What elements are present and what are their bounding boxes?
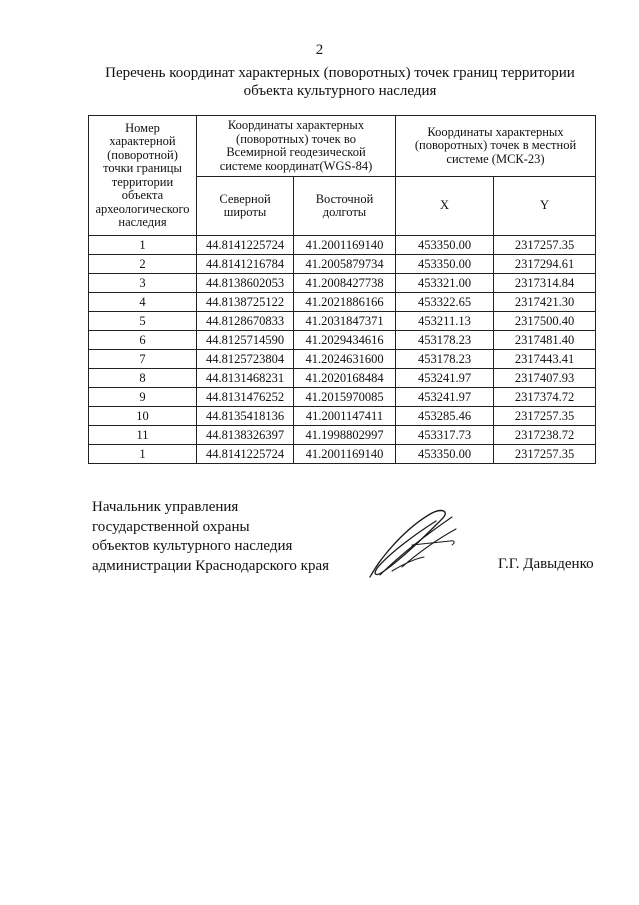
longitude-cell: 41.2001169140: [294, 236, 396, 255]
signatory-position: [92, 498, 329, 576]
page-number: 2: [315, 42, 324, 58]
latitude-cell: 44.8141225724: [197, 445, 294, 464]
table-body: [89, 236, 596, 464]
y-cell: 2317257.35: [494, 236, 596, 255]
point-number-cell: 6: [89, 331, 197, 350]
x-cell: 453350.00: [396, 236, 494, 255]
longitude-cell: 41.2021886166: [294, 293, 396, 312]
x-cell: 453317.73: [396, 426, 494, 445]
y-cell: 2317421.30: [494, 293, 596, 312]
y-cell: 2317481.40: [494, 331, 596, 350]
document-title-line-2: объекта культурного наследия: [243, 83, 437, 99]
x-cell: 453241.97: [396, 369, 494, 388]
point-number-cell: 11: [89, 426, 197, 445]
signatory-position-line-1: Начальник управления: [92, 499, 239, 515]
signatory-position-line-4: администрации Краснодарского края: [92, 557, 330, 574]
y-cell: 2317257.35: [494, 407, 596, 426]
y-cell: 2317443.41: [494, 350, 596, 369]
longitude-cell: 41.2005879734: [294, 255, 396, 274]
x-cell: 453178.23: [396, 350, 494, 369]
x-cell: 453321.00: [396, 274, 494, 293]
latitude-cell: 44.8128670833: [197, 312, 294, 331]
table-row: [89, 236, 596, 255]
point-number-cell: 5: [89, 312, 197, 331]
header-wgs84: Координаты характерных (поворотных) точек во Всемирной геодезической системе координат(WGS-84): [197, 116, 396, 177]
document-title-line-1: Перечень координат характерных (поворотных) точек границ территории: [105, 65, 575, 81]
signatory-position-line-2: государственной охраны: [92, 518, 250, 535]
latitude-cell: 44.8125723804: [197, 350, 294, 369]
y-cell: 2317238.72: [494, 426, 596, 445]
table-row: [89, 274, 596, 293]
latitude-cell: 44.8131476252: [197, 388, 294, 407]
header-msk23: Координаты характерных (поворотных) точек в местной системе (МСК-23): [396, 116, 596, 177]
table-row: [89, 445, 596, 464]
point-number-cell: 10: [89, 407, 197, 426]
x-cell: 453178.23: [396, 331, 494, 350]
point-number-cell: 4: [89, 293, 197, 312]
longitude-cell: 41.2031847371: [294, 312, 396, 331]
latitude-cell: 44.8141216784: [197, 255, 294, 274]
y-cell: 2317314.84: [494, 274, 596, 293]
document-title: [60, 64, 620, 100]
table-row: [89, 255, 596, 274]
y-cell: 2317257.35: [494, 445, 596, 464]
header-latitude: Северной широты: [197, 177, 294, 236]
table-header-row-1: [89, 116, 596, 177]
coordinates-table: [88, 115, 596, 464]
x-cell: 453285.46: [396, 407, 494, 426]
table-row: [89, 407, 596, 426]
latitude-cell: 44.8138602053: [197, 274, 294, 293]
latitude-cell: 44.8141225724: [197, 236, 294, 255]
longitude-cell: 41.1998802997: [294, 426, 396, 445]
point-number-cell: 8: [89, 369, 197, 388]
point-number-cell: 2: [89, 255, 197, 274]
point-number-cell: 3: [89, 274, 197, 293]
header-point-number: Номер характерной (поворотной) точки границы территории объекта археологического наследия: [89, 116, 197, 236]
y-cell: 2317374.72: [494, 388, 596, 407]
longitude-cell: 41.2015970085: [294, 388, 396, 407]
table-row: [89, 293, 596, 312]
table-row: [89, 369, 596, 388]
point-number-cell: 1: [89, 445, 197, 464]
header-x: X: [396, 177, 494, 236]
latitude-cell: 44.8125714590: [197, 331, 294, 350]
x-cell: 453350.00: [396, 255, 494, 274]
longitude-cell: 41.2024631600: [294, 350, 396, 369]
longitude-cell: 41.2008427738: [294, 274, 396, 293]
table-row: [89, 426, 596, 445]
table-row: [89, 331, 596, 350]
x-cell: 453211.13: [396, 312, 494, 331]
point-number-cell: 1: [89, 236, 197, 255]
handwritten-signature: [362, 505, 462, 585]
table-row: [89, 350, 596, 369]
point-number-cell: 7: [89, 350, 197, 369]
latitude-cell: 44.8131468231: [197, 369, 294, 388]
header-y: Y: [494, 177, 596, 236]
latitude-cell: 44.8138725122: [197, 293, 294, 312]
longitude-cell: 41.2029434616: [294, 331, 396, 350]
x-cell: 453350.00: [396, 445, 494, 464]
signatory-position-line-3: объектов культурного наследия: [92, 538, 293, 554]
latitude-cell: 44.8138326397: [197, 426, 294, 445]
y-cell: 2317294.61: [494, 255, 596, 274]
header-longitude: Восточной долготы: [294, 177, 396, 236]
y-cell: 2317500.40: [494, 312, 596, 331]
x-cell: 453322.65: [396, 293, 494, 312]
signatory-name: Г.Г. Давыденко: [498, 556, 594, 572]
latitude-cell: 44.8135418136: [197, 407, 294, 426]
x-cell: 453241.97: [396, 388, 494, 407]
y-cell: 2317407.93: [494, 369, 596, 388]
table-row: [89, 388, 596, 407]
longitude-cell: 41.2020168484: [294, 369, 396, 388]
longitude-cell: 41.2001147411: [294, 407, 396, 426]
longitude-cell: 41.2001169140: [294, 445, 396, 464]
point-number-cell: 9: [89, 388, 197, 407]
table-row: [89, 312, 596, 331]
